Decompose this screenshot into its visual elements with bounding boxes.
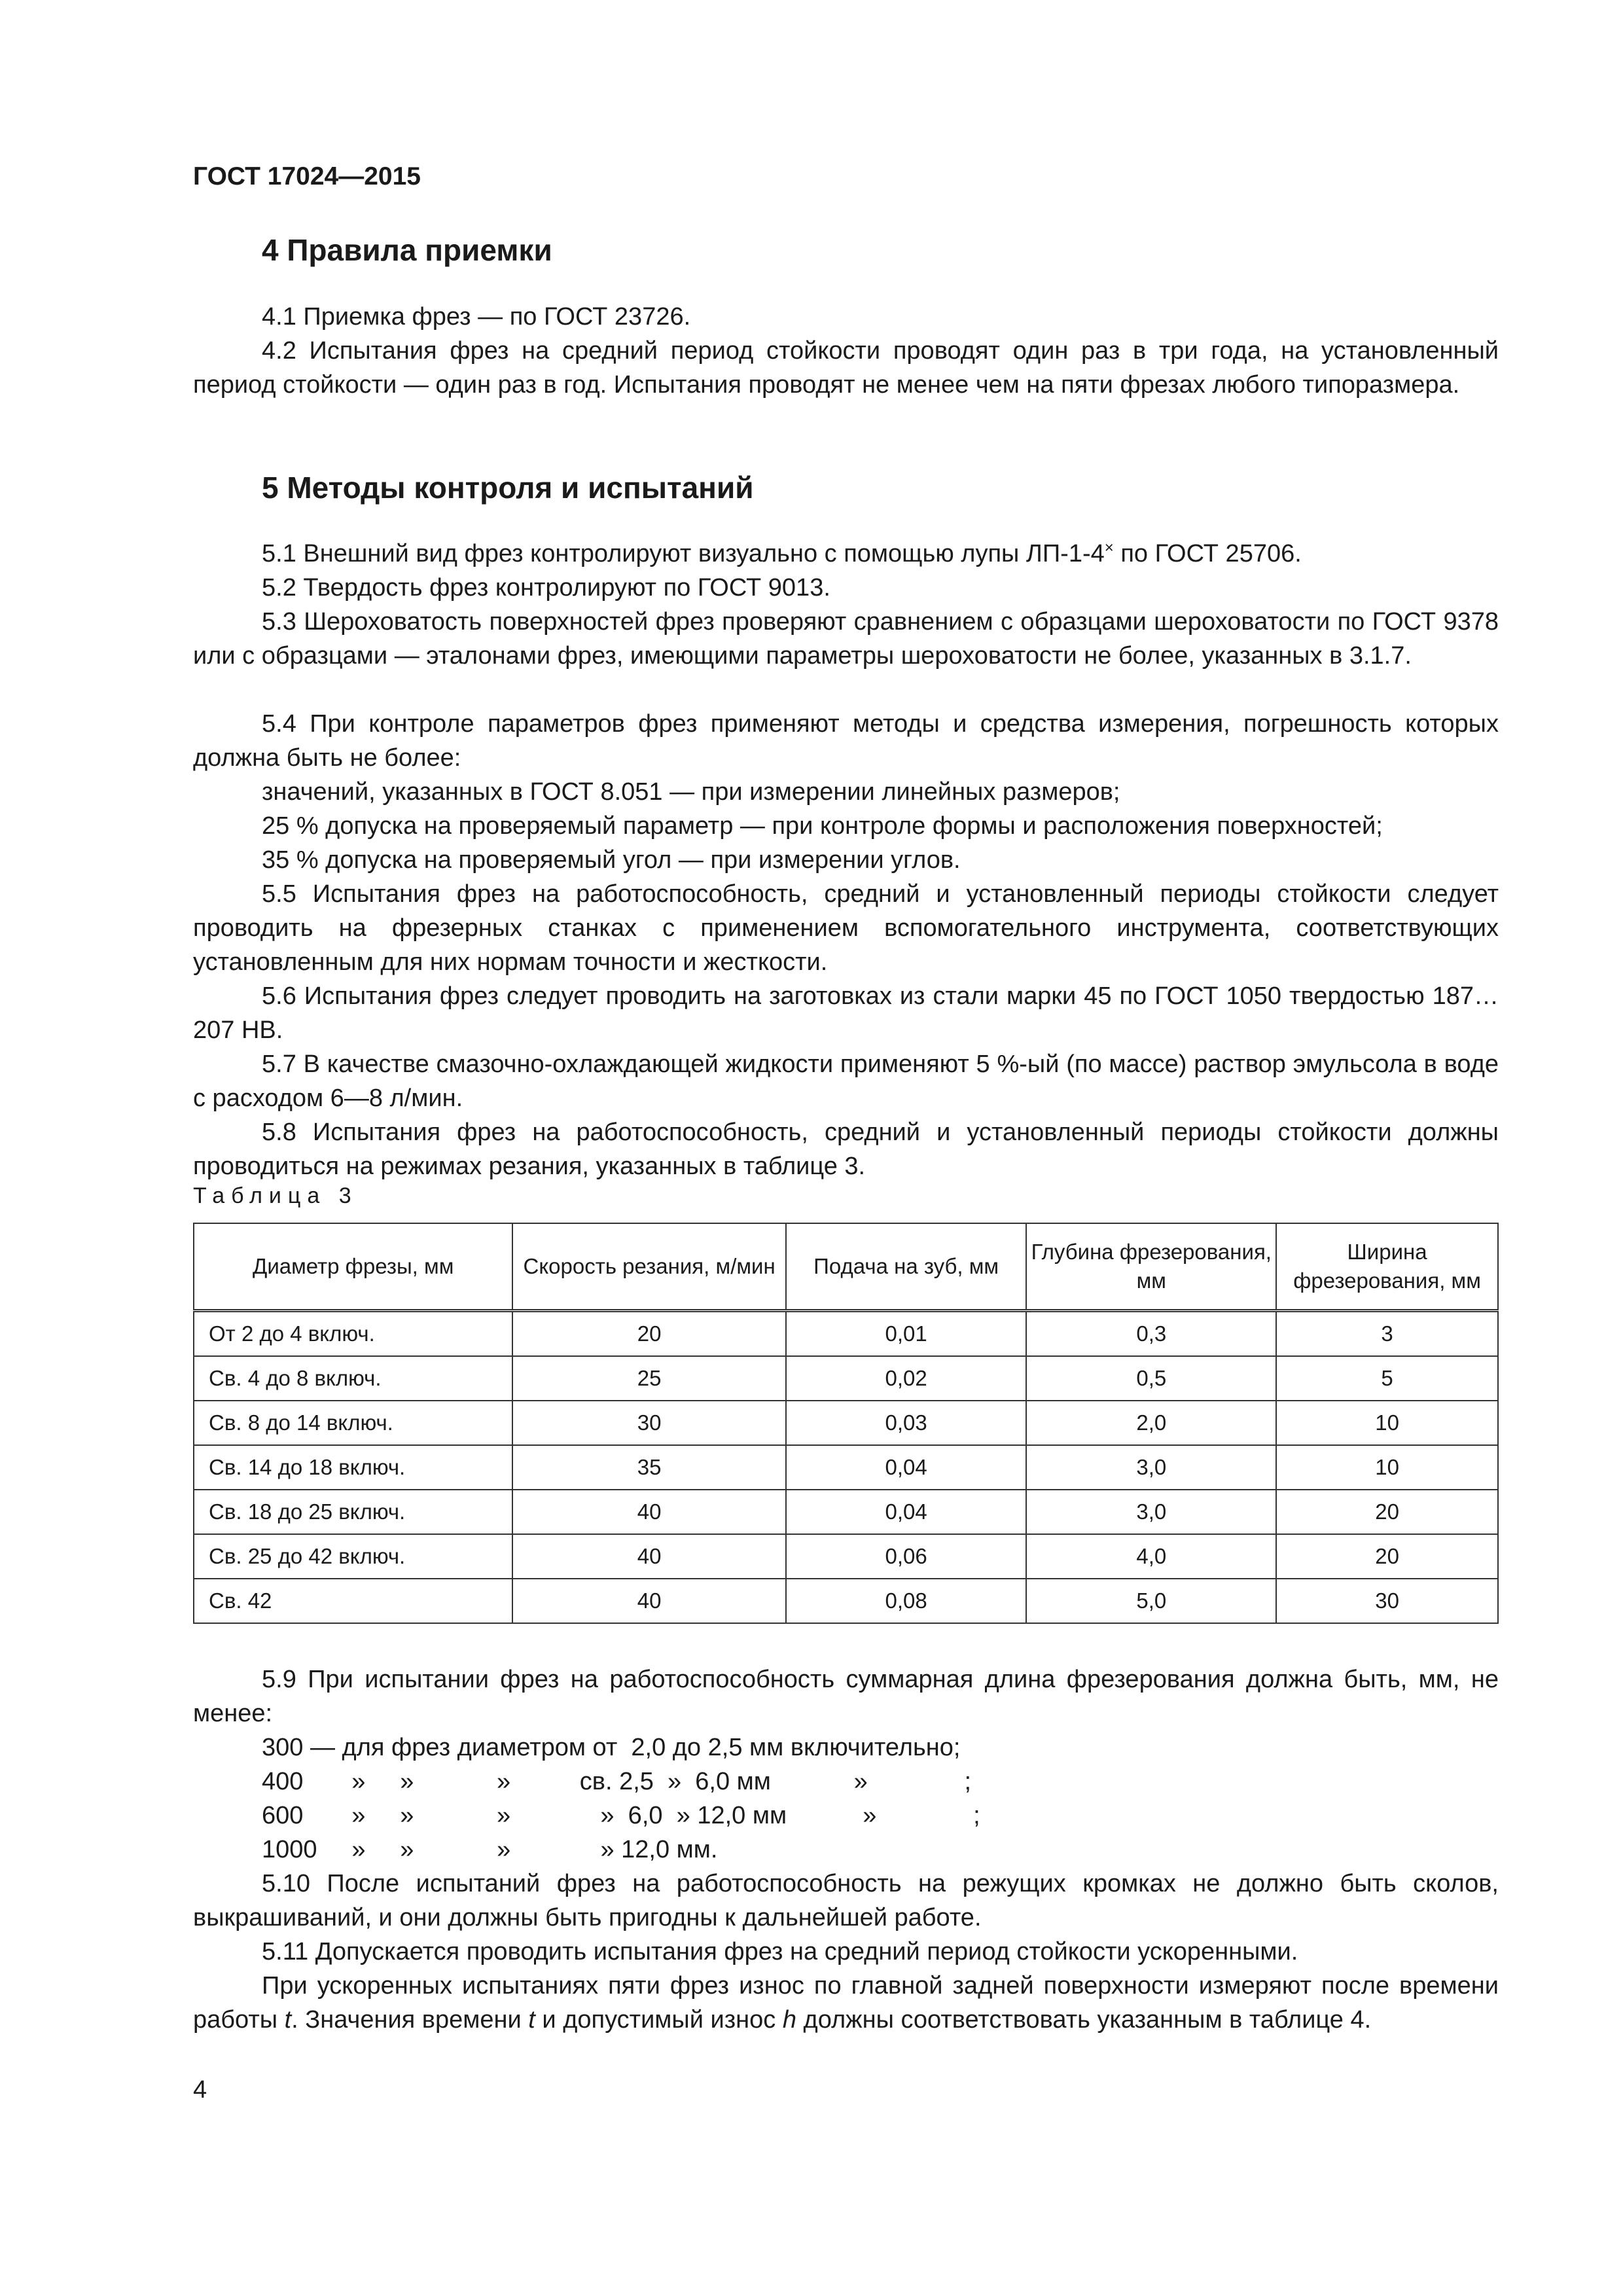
paragraph-5-10: 5.10 После испытаний фрез на работоспособность на режущих кромках не должно быть сколов, выкрашиваний, и они должны быть пригодны к дальнейшей работе. bbox=[193, 1870, 1499, 1931]
table-row bbox=[194, 1534, 1498, 1579]
cell-speed: 35 bbox=[512, 1445, 786, 1490]
table-row bbox=[194, 1311, 1498, 1357]
cell-diameter: Св. 42 bbox=[194, 1579, 512, 1623]
cell-width: 20 bbox=[1276, 1490, 1498, 1534]
cell-feed: 0,02 bbox=[786, 1356, 1027, 1401]
cell-diameter: Св. 25 до 42 включ. bbox=[194, 1534, 512, 1579]
paragraph-5-1-text-a: 5.1 Внешний вид фрез контролируют визуально с помощью лупы ЛП-1-4 bbox=[262, 540, 1105, 567]
header-diameter: Диаметр фрезы, мм bbox=[194, 1223, 512, 1311]
table-row bbox=[194, 1490, 1498, 1534]
variable-t: t bbox=[284, 2006, 292, 2034]
length-row-600: 600 » » » » 6,0 » 12,0 мм » ; bbox=[262, 1802, 980, 1829]
paragraph-5-7: 5.7 В качестве смазочно-охлаждающей жидкости применяют 5 %-ый (по массе) раствор эмульсола в воде с расходом 6—8 л/мин. bbox=[193, 1050, 1499, 1112]
text-segment: При ускоренных испытаниях пяти фрез износ по главной задней поверхности измеряют после времени работы bbox=[193, 1972, 1499, 2034]
paragraph-5-5: 5.5 Испытания фрез на работоспособность, средний и установленный периоды стойкости следует проводить на фрезерных станках с применением вспомогательного инструмента, соответствующих установленным для них нормам точности и жесткости. bbox=[193, 880, 1499, 976]
page-number: 4 bbox=[193, 2076, 207, 2104]
text-segment: и допустимый износ bbox=[535, 2006, 783, 2034]
cell-diameter: Св. 18 до 25 включ. bbox=[194, 1490, 512, 1534]
header-feed-per-tooth: Подача на зуб, мм bbox=[786, 1223, 1027, 1311]
cell-width: 20 bbox=[1276, 1534, 1498, 1579]
paragraph-5-4-item-1: значений, указанных в ГОСТ 8.051 — при измерении линейных размеров; bbox=[262, 778, 1120, 806]
table-row bbox=[194, 1401, 1498, 1445]
cell-diameter: Св. 4 до 8 включ. bbox=[194, 1356, 512, 1401]
cell-width: 10 bbox=[1276, 1401, 1498, 1445]
cell-speed: 40 bbox=[512, 1534, 786, 1579]
paragraph-5-4: 5.4 При контроле параметров фрез применяют методы и средства измерения, погрешность которых должна быть не более: bbox=[193, 710, 1499, 772]
table-row bbox=[194, 1445, 1498, 1490]
cell-speed: 40 bbox=[512, 1490, 786, 1534]
header-cutting-speed: Скорость резания, м/мин bbox=[512, 1223, 786, 1311]
cell-width: 5 bbox=[1276, 1356, 1498, 1401]
cell-feed: 0,04 bbox=[786, 1445, 1027, 1490]
paragraph-4-1: 4.1 Приемка фрез — по ГОСТ 23726. bbox=[262, 303, 691, 331]
cell-feed: 0,01 bbox=[786, 1311, 1027, 1357]
text-segment: . Значения времени bbox=[291, 2006, 529, 2034]
cell-depth: 3,0 bbox=[1026, 1445, 1276, 1490]
paragraph-5-4-item-3: 35 % допуска на проверяемый угол — при измерении углов. bbox=[262, 846, 961, 874]
table-row bbox=[194, 1356, 1498, 1401]
length-row-400: 400 » » » св. 2,5 » 6,0 мм » ; bbox=[262, 1768, 972, 1795]
cell-depth: 3,0 bbox=[1026, 1490, 1276, 1534]
table-row bbox=[194, 1579, 1498, 1623]
cell-diameter: Св. 14 до 18 включ. bbox=[194, 1445, 512, 1490]
paragraph-5-3: 5.3 Шероховатость поверхностей фрез проверяют сравнением с образцами шероховатости по ГОСТ 9378 или с образцами — эталонами фрез, имеющими параметры шероховатости не более, указанных в 3.1.7. bbox=[193, 608, 1499, 670]
paragraph-5-2: 5.2 Твердость фрез контролируют по ГОСТ 9013. bbox=[262, 574, 830, 601]
length-row-300: 300 — для фрез диаметром от 2,0 до 2,5 мм включительно; bbox=[262, 1734, 961, 1761]
section-4-title: 4 Правила приемки bbox=[262, 233, 552, 267]
paragraph-accelerated-tests bbox=[193, 1969, 1499, 2037]
cell-feed: 0,03 bbox=[786, 1401, 1027, 1445]
cell-depth: 2,0 bbox=[1026, 1401, 1276, 1445]
cell-feed: 0,08 bbox=[786, 1579, 1027, 1623]
cutting-modes-table bbox=[193, 1223, 1499, 1624]
cell-depth: 0,3 bbox=[1026, 1311, 1276, 1357]
header-milling-width: Ширина фрезерования, мм bbox=[1276, 1223, 1498, 1311]
cell-depth: 0,5 bbox=[1026, 1356, 1276, 1401]
paragraph-5-11: 5.11 Допускается проводить испытания фрез на средний период стойкости ускоренными. bbox=[262, 1938, 1298, 1965]
cell-diameter: От 2 до 4 включ. bbox=[194, 1311, 512, 1357]
cell-diameter: Св. 8 до 14 включ. bbox=[194, 1401, 512, 1445]
document-code: ГОСТ 17024—2015 bbox=[193, 162, 421, 190]
cell-speed: 40 bbox=[512, 1579, 786, 1623]
variable-t: t bbox=[528, 2006, 535, 2034]
length-row-1000: 1000 » » » » 12,0 мм. bbox=[262, 1836, 718, 1863]
paragraph-5-1 bbox=[193, 537, 1499, 571]
paragraph-4-2: 4.2 Испытания фрез на средний период стойкости проводят один раз в три года, на установленный период стойкости — один раз в год. Испытания проводят не менее чем на пяти фрезах любого типоразмера. bbox=[193, 337, 1499, 399]
variable-h: h bbox=[782, 2006, 796, 2034]
cell-width: 10 bbox=[1276, 1445, 1498, 1490]
cell-feed: 0,04 bbox=[786, 1490, 1027, 1534]
paragraph-5-9: 5.9 При испытании фрез на работоспособность суммарная длина фрезерования должна быть, мм, не менее: bbox=[193, 1666, 1499, 1727]
cell-speed: 20 bbox=[512, 1311, 786, 1357]
cell-width: 3 bbox=[1276, 1311, 1498, 1357]
paragraph-5-1-text-b: по ГОСТ 25706. bbox=[1113, 540, 1302, 567]
paragraph-5-6: 5.6 Испытания фрез следует проводить на заготовках из стали марки 45 по ГОСТ 1050 твердостью 187…207 НВ. bbox=[193, 982, 1499, 1044]
section-5-title: 5 Методы контроля и испытаний bbox=[262, 471, 754, 505]
paragraph-5-8: 5.8 Испытания фрез на работоспособность, средний и установленный периоды стойкости должны проводиться на режимах резания, указанных в таблице 3. bbox=[193, 1119, 1499, 1180]
cell-speed: 25 bbox=[512, 1356, 786, 1401]
table-3-caption: Таблица 3 bbox=[193, 1183, 358, 1208]
cell-depth: 5,0 bbox=[1026, 1579, 1276, 1623]
cell-width: 30 bbox=[1276, 1579, 1498, 1623]
magnification-mark: × bbox=[1104, 539, 1114, 557]
paragraph-5-4-item-2: 25 % допуска на проверяемый параметр — при контроле формы и расположения поверхностей; bbox=[262, 812, 1383, 840]
header-milling-depth: Глубина фрезерования, мм bbox=[1026, 1223, 1276, 1311]
table-header-row bbox=[194, 1223, 1498, 1311]
cell-speed: 30 bbox=[512, 1401, 786, 1445]
text-segment: должны соответствовать указанным в таблице 4. bbox=[796, 2006, 1372, 2034]
cell-feed: 0,06 bbox=[786, 1534, 1027, 1579]
cell-depth: 4,0 bbox=[1026, 1534, 1276, 1579]
